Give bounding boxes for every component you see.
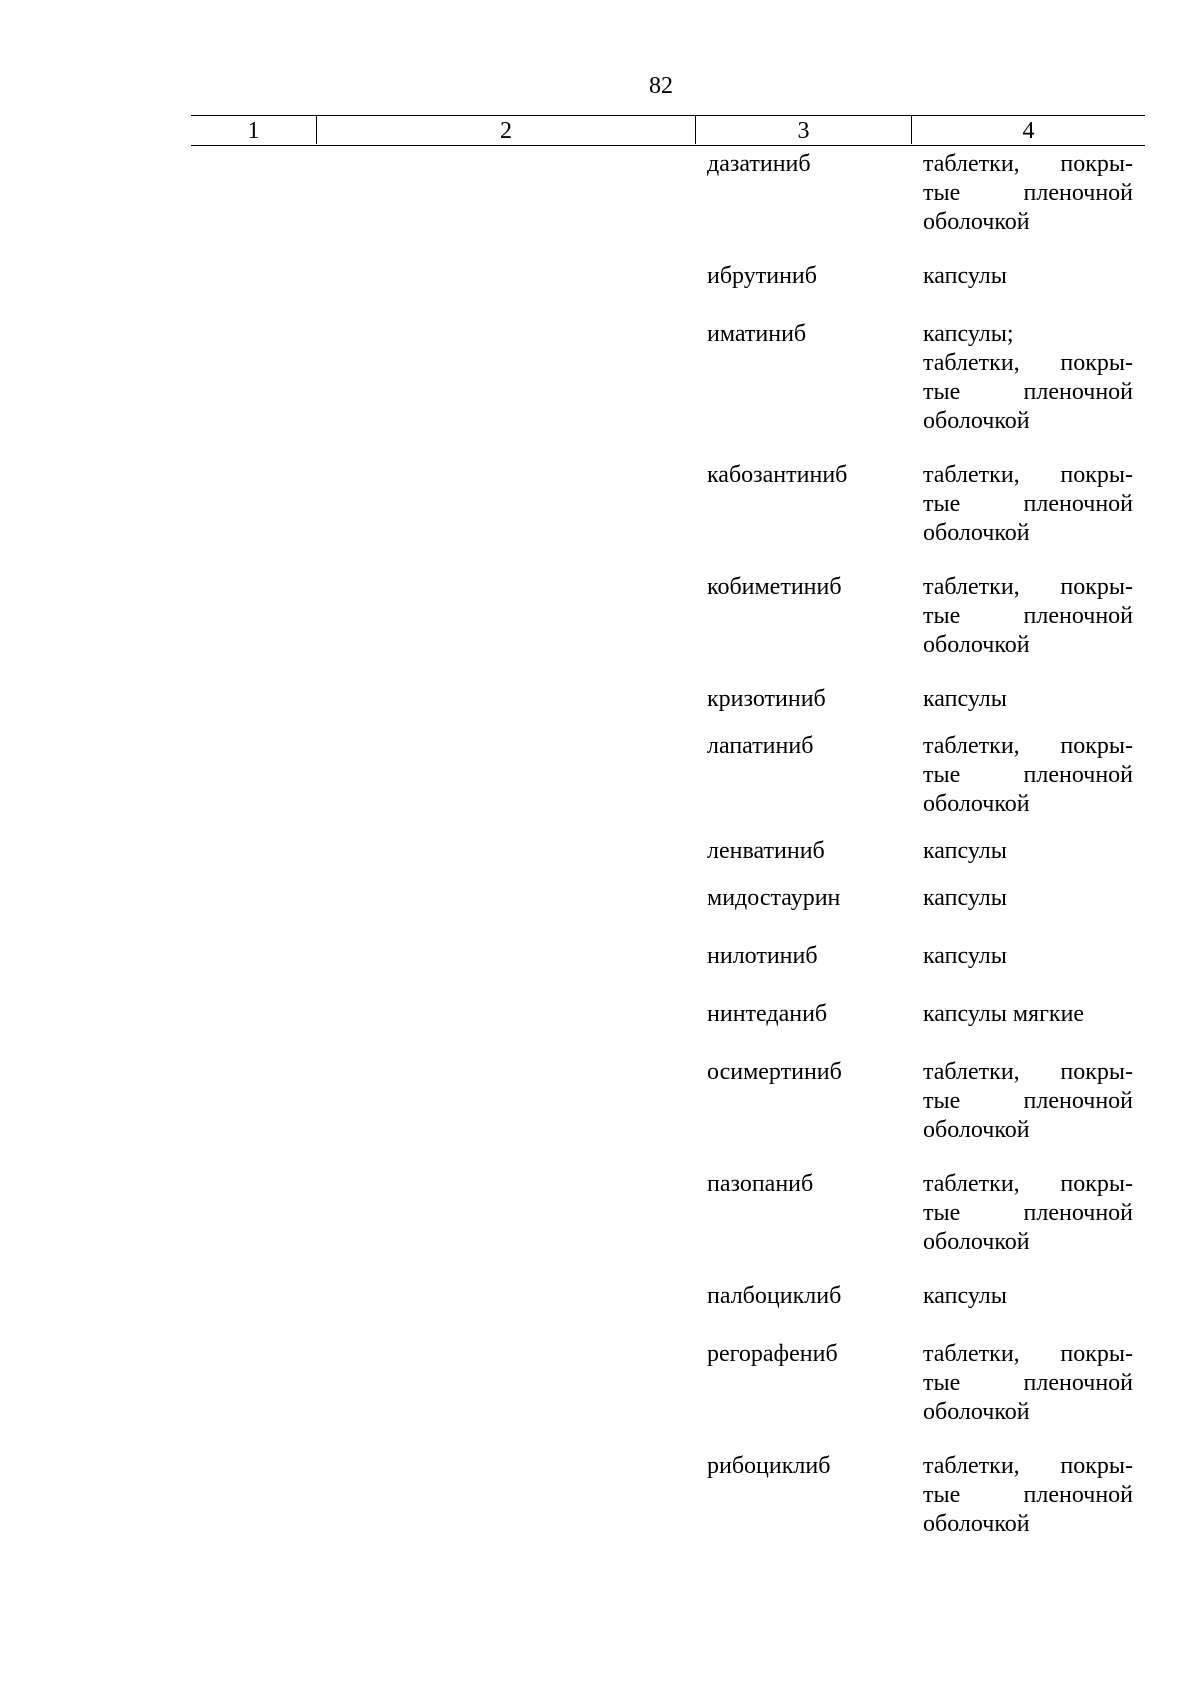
page-number: 82 — [649, 73, 673, 99]
dosage-form-line: капсулы — [923, 686, 1007, 712]
dosage-form — [923, 1340, 1133, 1427]
dosage-form-line: оболочкой — [923, 791, 1030, 817]
dosage-form-line: тые пленочной — [923, 1088, 1133, 1114]
dosage-form-line: таблетки, покры- — [923, 1341, 1133, 1367]
dosage-form-line: тые пленочной — [923, 379, 1133, 405]
dosage-form — [923, 1058, 1133, 1145]
header-col-2: 2 — [317, 116, 696, 144]
dosage-form — [923, 320, 1133, 436]
drug-name: палбоциклиб — [707, 1283, 842, 1309]
table-row — [0, 150, 1200, 262]
table-row — [0, 1340, 1200, 1452]
dosage-form-line: тые пленочной — [923, 180, 1133, 206]
drug-name: осимертиниб — [707, 1059, 842, 1085]
dosage-form-line: капсулы — [923, 838, 1007, 864]
dosage-form — [923, 573, 1133, 660]
table-row — [0, 1282, 1200, 1340]
dosage-form-line: тые пленочной — [923, 491, 1133, 517]
header-col-1: 1 — [191, 116, 317, 144]
dosage-form-line: таблетки, покры- — [923, 462, 1133, 488]
table-row — [0, 461, 1200, 573]
drug-name: мидостаурин — [707, 885, 841, 911]
dosage-form-line: оболочкой — [923, 632, 1030, 658]
dosage-form-line: таблетки, покры- — [923, 1453, 1133, 1479]
drug-name: дазатиниб — [707, 151, 811, 177]
dosage-form — [923, 732, 1133, 819]
header-col-4: 4 — [1022, 118, 1035, 144]
drug-list — [0, 150, 1200, 1564]
drug-name: нилотиниб — [707, 943, 818, 969]
dosage-form — [923, 837, 1133, 866]
dosage-form — [923, 884, 1133, 913]
table-row — [0, 942, 1200, 1000]
table-row — [0, 1058, 1200, 1170]
table-row — [0, 685, 1200, 732]
dosage-form-line: капсулы — [923, 263, 1007, 289]
dosage-form-line: таблетки, покры- — [923, 151, 1133, 177]
dosage-form-line: таблетки, покры- — [923, 1059, 1133, 1085]
header-col-3: 3 — [696, 116, 912, 144]
dosage-form — [923, 461, 1133, 548]
dosage-form-line: оболочкой — [923, 520, 1030, 546]
dosage-form — [923, 1452, 1133, 1539]
dosage-form-line: оболочкой — [923, 408, 1030, 434]
drug-name: лапатиниб — [707, 733, 814, 759]
dosage-form-line: оболочкой — [923, 209, 1030, 235]
dosage-form-line: оболочкой — [923, 1117, 1030, 1143]
drug-name: иматиниб — [707, 321, 807, 347]
drug-name: пазопаниб — [707, 1171, 814, 1197]
dosage-form-line: тые пленочной — [923, 1200, 1133, 1226]
drug-name: ибрутиниб — [707, 263, 817, 289]
dosage-form-line: капсулы; — [923, 321, 1014, 347]
dosage-form-line: тые пленочной — [923, 1370, 1133, 1396]
table-row — [0, 1452, 1200, 1564]
dosage-form — [923, 942, 1133, 971]
dosage-form — [923, 1282, 1133, 1311]
drug-name: кобиметиниб — [707, 574, 842, 600]
dosage-form-line: капсулы — [923, 943, 1007, 969]
dosage-form-line: тые пленочной — [923, 603, 1133, 629]
drug-name: ленватиниб — [707, 838, 825, 864]
table-header — [191, 115, 1145, 146]
table-row — [0, 1000, 1200, 1058]
table-row — [0, 884, 1200, 942]
dosage-form-line: таблетки, покры- — [923, 574, 1133, 600]
table-row — [0, 262, 1200, 320]
drug-name: рибоциклиб — [707, 1453, 831, 1479]
dosage-form — [923, 1000, 1133, 1029]
table-row — [0, 1170, 1200, 1282]
drug-name: регорафениб — [707, 1341, 838, 1367]
dosage-form-line: тые пленочной — [923, 762, 1133, 788]
dosage-form-line: таблетки, покры- — [923, 350, 1133, 376]
dosage-form — [923, 1170, 1133, 1257]
dosage-form — [923, 262, 1133, 291]
dosage-form-line: капсулы — [923, 885, 1007, 911]
drug-name: нинтеданиб — [707, 1001, 828, 1027]
dosage-form-line: капсулы — [923, 1283, 1007, 1309]
table-row — [0, 320, 1200, 461]
dosage-form-line: оболочкой — [923, 1399, 1030, 1425]
dosage-form-line: оболочкой — [923, 1229, 1030, 1255]
table-row — [0, 837, 1200, 884]
dosage-form-line: капсулы мягкие — [923, 1001, 1085, 1027]
dosage-form — [923, 150, 1133, 237]
dosage-form-line: таблетки, покры- — [923, 1171, 1133, 1197]
drug-name: кабозантиниб — [707, 462, 848, 488]
drug-name: кризотиниб — [707, 686, 826, 712]
table-row — [0, 732, 1200, 837]
dosage-form-line: таблетки, покры- — [923, 733, 1133, 759]
dosage-form — [923, 685, 1133, 714]
table-row — [0, 573, 1200, 685]
dosage-form-line: тые пленочной — [923, 1482, 1133, 1508]
dosage-form-line: оболочкой — [923, 1511, 1030, 1537]
